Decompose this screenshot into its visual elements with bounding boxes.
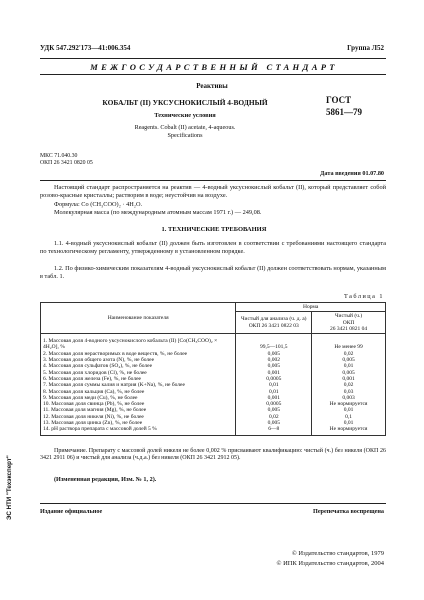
scope-paragraph: Настоящий стандарт распространяется на реактив — 4-водный уксуснокислый кобальт (II), который представляет собой розово-красные кристаллы; растворим в воде; неустойчив на воздухе. <box>40 184 386 199</box>
okp-code: ОКП 26 3421 0820 05 <box>40 160 93 167</box>
copyright-line-2: © ИПК Издательство стандартов, 2004 <box>276 560 384 567</box>
indicator-name: 6. Массовая доля железа (Fe), %, не более <box>41 376 236 382</box>
molecular-mass-line: Молекулярная масса (по международным атомным массам 1971 г.) — 249,08. <box>54 209 262 216</box>
official-edition-label: Издание официальное <box>40 508 103 515</box>
english-title-line-2: Specifications <box>167 132 203 139</box>
group-code: Группа Л52 <box>347 44 384 52</box>
value-pure: Не нормируется <box>312 401 386 407</box>
category-label: Реактивы <box>196 82 228 90</box>
gost-number: 5861—79 <box>326 107 362 117</box>
indicator-name: 14. pH раствора препарата с массовой долей 5 % <box>41 426 236 435</box>
banner-top-rule <box>40 58 386 59</box>
value-pure: Не нормируется <box>312 426 386 435</box>
value-analytical: 0,005 <box>236 351 312 357</box>
banner-bottom-rule <box>40 74 386 75</box>
value-pure: 0,001 <box>312 376 386 382</box>
value-pure: 0,005 <box>312 357 386 363</box>
udc-code: УДК 547.292'173—41:006.354 <box>40 44 131 52</box>
english-title-line-1: Reagents. Cobalt (II) acetate, 4-aqueous. <box>134 124 236 131</box>
value-analytical: 0,005 <box>236 420 312 426</box>
value-analytical: 0,01 <box>236 382 312 388</box>
english-title <box>62 124 308 140</box>
column-header-norm: Норма <box>236 303 386 312</box>
value-analytical: 99,5—101,5 <box>236 334 312 351</box>
indicator-name: 13. Массовая доля цинка (Zn), %, не более <box>41 420 236 426</box>
value-analytical: 0,0005 <box>236 401 312 407</box>
value-analytical: 0,0005 <box>236 376 312 382</box>
indicator-name: 1. Массовая доля 4-водного уксуснокислого кобальта (II) [Co(CH₃COO)₂ × 4H₂O], % <box>41 334 236 351</box>
document-subtitle: Технические условия <box>154 112 216 119</box>
formula-line: Формула: Co (CH₃COO)₂ · 4H₂O. <box>54 201 143 208</box>
column-header-pure-grade: Чистый (ч.) ОКП 26 3421 0821 04 <box>312 312 386 334</box>
value-pure: 0,01 <box>312 407 386 413</box>
value-analytical: 0,001 <box>236 370 312 376</box>
gost-label: ГОСТ <box>326 95 352 105</box>
table-note: Примечание. Препарату с массовой долей никеля не более 0,002 % присваивают квалификацию: чистый (ч.) без никеля (ОКП 26 3421 2911 06) и чистый для анализа (ч.д.а.) без никеля (ОКП 26 3421 2912 05). <box>40 448 386 462</box>
indicator-name: 10. Массовая доля свинца (Pb), %, не более <box>41 401 236 407</box>
value-analytical: 0,01 <box>236 389 312 395</box>
standard-banner: МЕЖГОСУДАРСТВЕННЫЙ СТАНДАРТ <box>90 62 338 72</box>
clause-1-1: 1.1. 4-водный уксуснокислый кобальт (II) должен быть изготовлен в соответствии с требованиями настоящего стандарта по технологическому регламенту, утвержденному в установленном порядке. <box>40 240 386 255</box>
value-analytical: 6—8 <box>236 426 312 435</box>
amendment-note: (Измененная редакция, Изм. № 1, 2). <box>54 476 157 483</box>
value-pure: 0,01 <box>312 363 386 369</box>
value-pure: 0,02 <box>312 351 386 357</box>
column-header-indicator: Наименование показателя <box>41 303 236 334</box>
copyright-line-1: © Издательство стандартов, 1979 <box>291 550 384 557</box>
value-pure: 0,1 <box>312 414 386 420</box>
table-body <box>41 334 386 435</box>
indicator-name: 9. Массовая доля меди (Cu), %, не более <box>41 395 236 401</box>
value-pure: 0,005 <box>312 370 386 376</box>
mks-code: МКС 71.040.30 <box>40 153 78 159</box>
value-pure: 0,003 <box>312 395 386 401</box>
effective-date-label: Дата введения <box>320 170 361 177</box>
value-analytical: 0,02 <box>236 414 312 420</box>
column-header-analytical-grade: Чистый для анализа (ч. д. а) ОКП 26 3421 0822 03 <box>236 312 312 334</box>
indicator-name: 4. Массовая доля сульфатов (SO₄), %, не более <box>41 363 236 369</box>
indicator-name: 5. Массовая доля хлоридов (Cl), %, не более <box>41 370 236 376</box>
value-analytical: 0,002 <box>236 357 312 363</box>
footer-rule <box>40 503 386 504</box>
indicator-name: 3. Массовая доля общего азота (N), %, не более <box>41 357 236 363</box>
value-analytical: 0,001 <box>236 395 312 401</box>
indicator-name: 8. Массовая доля кальция (Ca), %, не более <box>41 389 236 395</box>
value-analytical: 0,005 <box>236 407 312 413</box>
table-caption: Таблица 1 <box>344 293 384 300</box>
table-row <box>41 334 386 351</box>
value-pure: Не менее 99 <box>312 334 386 351</box>
gost-designation <box>326 94 362 118</box>
indicator-name: 7. Массовая доля суммы калия и натрия (K+Na), %, не более <box>41 382 236 388</box>
classification-codes <box>40 153 93 168</box>
requirements-table <box>40 302 386 436</box>
clause-1-2: 1.2. По физико-химическим показателям 4-водный уксуснокислый кобальт (II) должен соответствовать нормам, указанным в табл. 1. <box>40 265 386 280</box>
effective-date-value: 01.07.80 <box>362 170 384 177</box>
reprint-prohibited-label: Перепечатка воспрещена <box>313 508 384 515</box>
indicator-name: 12. Массовая доля никеля (Ni), %, не более <box>41 414 236 420</box>
value-pure: 0,03 <box>312 389 386 395</box>
indicator-name: 2. Массовая доля нерастворимых в воде веществ, %, не более <box>41 351 236 357</box>
side-stamp: ЭС НТИ "Техэксперт" <box>6 455 13 520</box>
value-pure: 0,01 <box>312 420 386 426</box>
table-row <box>41 426 386 435</box>
document-title: КОБАЛЬТ (II) УКСУСНОКИСЛЫЙ 4-ВОДНЫЙ <box>102 98 268 107</box>
value-pure: 0,02 <box>312 382 386 388</box>
value-analytical: 0,005 <box>236 363 312 369</box>
indicator-name: 11. Массовая доля магния (Mg), %, не более <box>41 407 236 413</box>
effective-date <box>320 170 384 177</box>
section-heading: 1. ТЕХНИЧЕСКИЕ ТРЕБОВАНИЯ <box>161 226 267 233</box>
date-rule <box>40 180 386 181</box>
